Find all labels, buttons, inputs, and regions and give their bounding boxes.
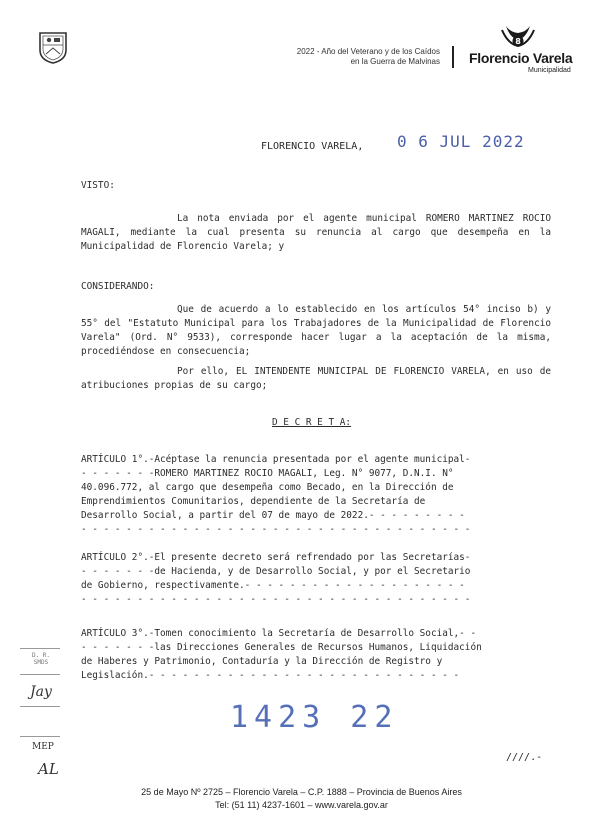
decree-number-stamp: 1423 22 xyxy=(230,700,399,735)
article-1-line-5: Desarrollo Social, a partir del 07 de mayo de 2022.- - - - - - - - - xyxy=(81,510,465,521)
article-1-line-2: - - - - - - -ROMERO MARTINEZ ROCIO MAGALI, Leg. N° 9077, D.N.I. N° xyxy=(81,468,454,479)
motto-line-1: 2022 - Año del Veterano y de los Caídos xyxy=(296,47,440,56)
article-1-line-3: 40.096.772, al cargo que desempeña como Becado, en la Dirección de xyxy=(81,482,454,493)
header-divider xyxy=(452,46,454,68)
dash-filler: - - - - - - - - - - - - - - - - - - - - - - - - - - - - - - - - - - - xyxy=(81,594,471,605)
visto-body: La nota enviada por el agente municipal ROMERO MARTINEZ ROCIO MAGALI, mediante la cual presenta su renuncia al cargo que desempeña en la Municipalidad de Florencio Varela; y xyxy=(81,213,551,252)
florencio-varela-logo-icon xyxy=(500,22,536,52)
article-3-line-4: Legislación.- - - - - - - - - - - - - - - - - - - - - - - - - - - - xyxy=(81,670,460,681)
article-3-line-1: ARTÍCULO 3°.-Tomen conocimiento la Secretaría de Desarrollo Social,- - xyxy=(81,628,477,639)
margin-initials-text: MEP xyxy=(32,742,54,752)
margin-initials-signature: AL xyxy=(38,760,59,778)
continuation-mark: ////.- xyxy=(506,752,543,763)
decreta-heading: D E C R E T A: xyxy=(272,417,352,428)
motto-line-2: en la Guerra de Malvinas xyxy=(350,57,440,66)
article-2-line-1: ARTÍCULO 2°.-El presente decreto será refrendado por las Secretarías- xyxy=(81,552,471,563)
considerando-heading: CONSIDERANDO: xyxy=(81,281,155,292)
header-motto xyxy=(232,47,440,67)
municipal-seal-icon xyxy=(36,30,70,64)
article-2-line-3: de Gobierno, respectivamente.- - - - - - - - - - - - - - - - - - - - xyxy=(81,580,465,591)
article-3-line-3: de Haberes y Patrimonio, Contaduría y la Dirección de Registro y xyxy=(81,656,443,667)
article-2-line-2: - - - - - - -de Hacienda, y de Desarrollo Social, y por el Secretario xyxy=(81,566,471,577)
article-3-line-2: - - - - - - -las Direcciones Generales de Recursos Humanos, Liquidación xyxy=(81,642,482,653)
footer-address: 25 de Mayo Nº 2725 – Florencio Varela – C.P. 1888 – Provincia de Buenos Aires xyxy=(141,787,462,797)
logo-name: Florencio Varela xyxy=(469,50,573,66)
date-stamp: 0 6 JUL 2022 xyxy=(397,132,525,151)
margin-stamp-line-1: D. R. xyxy=(31,652,51,659)
margin-initials-signature: Jay xyxy=(30,684,52,700)
footer-contact: Tel: (51 11) 4237-1601 – www.varela.gov.ar xyxy=(215,800,388,810)
visto-heading: VISTO: xyxy=(81,180,115,191)
considerando-body: Que de acuerdo a lo establecido en los artículos 54° inciso b) y 55° del "Estatuto Municipal para los Trabajadores de la Municipalidad de Florencio Varela" (Ord. N° 9533), corresponde hacer lugar a la aceptación de la misma, procediéndose en consecuencia; xyxy=(81,304,551,357)
margin-stamp-line-2: SMDS xyxy=(33,659,49,666)
article-1-line-1: ARTÍCULO 1°.-Acéptase la renuncia presentada por el agente municipal- xyxy=(81,454,471,465)
svg-text:8: 8 xyxy=(515,37,521,46)
margin-stamp xyxy=(26,652,56,666)
article-1-line-4: Emprendimientos Comunitarios, dependiente de la Secretaría de xyxy=(81,496,426,507)
dateline-place: FLORENCIO VARELA, xyxy=(261,141,364,152)
logo-subtitle: Municipalidad xyxy=(528,67,571,74)
por-ello-paragraph: Por ello, EL INTENDENTE MUNICIPAL DE FLORENCIO VARELA, en uso de atribuciones propias de su cargo; xyxy=(81,366,551,391)
dash-filler: - - - - - - - - - - - - - - - - - - - - - - - - - - - - - - - - - - - xyxy=(81,524,471,535)
